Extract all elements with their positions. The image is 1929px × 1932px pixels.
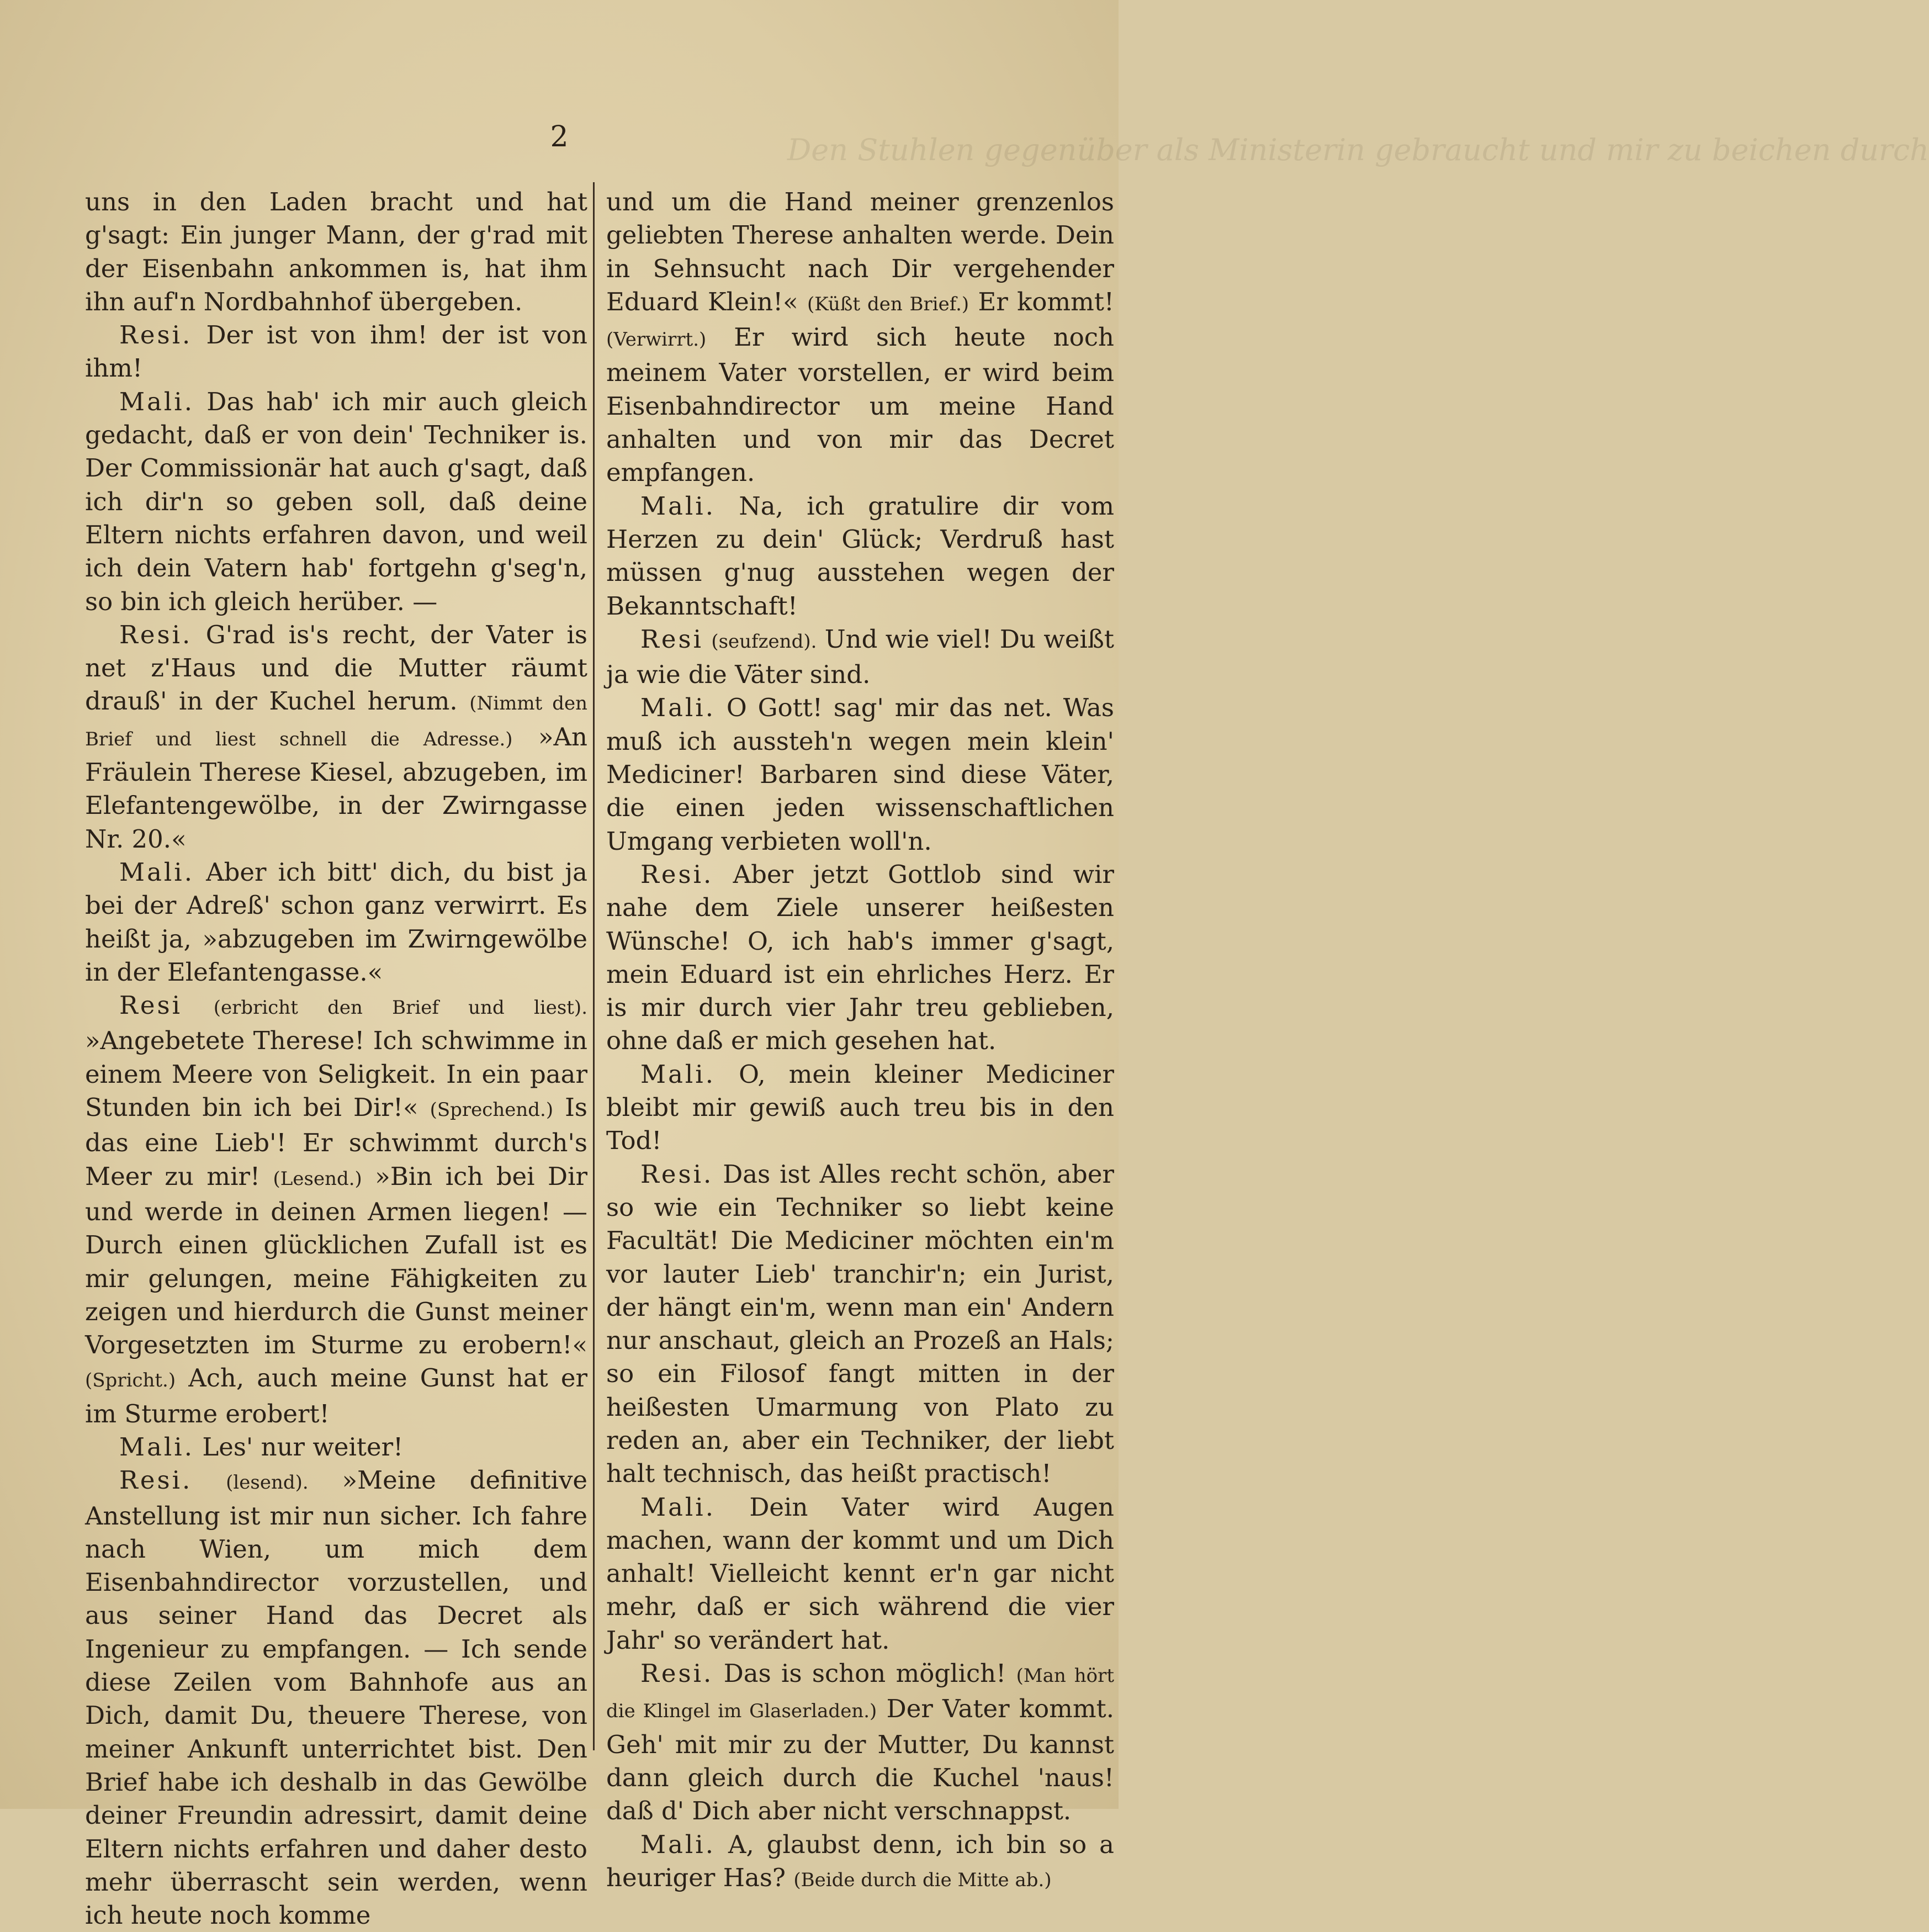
stage-direction: (Lesend.) (273, 1167, 362, 1190)
stage-direction: (Sprechend.) (430, 1099, 554, 1121)
column-divider (593, 182, 595, 1750)
stage-direction: (seufzend). (711, 630, 817, 653)
paragraph: Resi. Aber jetzt Gottlob sind wir nahe dem Ziele unserer heißesten Wünsche! O, ich hab's immer g'sagt, mein Eduard ist ein ehrliches Herz. Er is mir durch vier Jahr treu geblieben, ohne daß er mich gesehen hat. (606, 859, 1114, 1056)
paragraph: Mali. Aber ich bitt' dich, du bist ja bei der Adreß' schon ganz verwirrt. Es heißt ja, »abzugeben im Zwirngewölbe in der Elefantengasse.« (85, 857, 587, 987)
paragraph: Mali. A, glaubst denn, ich bin so a heuriger Has? (Beide durch die Mitte ab.) (606, 1829, 1114, 1892)
stage-direction: (lesend). (226, 1472, 309, 1494)
paragraph: Resi. Das is schon möglich! (Man hört die Klingel im Glaserladen.) Der Vater kommt. Geh' mit mir zu der Mutter, Du kannst dann gleich durch die Kuchel 'naus! daß d' Dich aber nicht verschnappst. (606, 1659, 1115, 1826)
stage-direction: (Küßt den Brief.) (807, 293, 969, 315)
paragraph: Resi (erbricht den Brief und liest). »Angebetete Therese! Ich schwimme in einem Meere von Seligkeit. In ein paar Stunden bin ich bei Dir!« (Sprechend.) Is das eine Lieb'! Er schwimmt durch's Meer zu mir! (Lesend.) »Bin ich bei Dir und werde in deinen Armen liegen! — Durch einen glücklichen Zufall ist es mir gelungen, meine Fähigkeiten zu zeigen und hierdurch die Gunst meiner Vorgesetzten im Sturme zu erobern!« (Spricht.) Ach, auch meine Gunst hat er im Sturme erobert! (85, 991, 587, 1428)
paragraph: Resi. G'rad is's recht, der Vater is net z'Haus und die Mutter räumt drauß' in der Kuchel herum. (Nimmt den Brief und liest schnell die Adresse.) »An Fräulein Therese Kiesel, abzugeben, im Elefantengewölbe, in der Zwirngasse Nr. 20.« (85, 620, 588, 854)
right-column (606, 186, 1114, 1897)
paragraph: Mali. Dein Vater wird Augen machen, wann der kommt und um Dich anhalt! Vielleicht kennt er'n gar nicht mehr, daß er sich während die vier Jahr' so verändert hat. (606, 1492, 1114, 1655)
stage-direction: (erbricht den Brief und liest). (213, 997, 587, 1019)
page-number: 2 (550, 120, 569, 153)
paragraph: Resi (seufzend). Und wie viel! Du weißt ja wie die Väter sind. (606, 624, 1114, 690)
stage-direction: (Nimmt den Brief und liest schnell die Adresse.) (85, 692, 588, 750)
left-column (85, 186, 587, 1932)
paragraph: Mali. O Gott! sag' mir das net. Was muß ich aussteh'n wegen mein klein' Mediciner! Barbaren sind diese Väter, die einen jeden wissenschaftlichen Umgang verbieten woll'n. (606, 693, 1115, 856)
paragraph: und um die Hand meiner grenzenlos geliebten Therese anhalten werde. Dein in Sehnsucht nach Dir vergehender Eduard Klein!« (Küßt den Brief.) Er kommt! (Verwirrt.) Er wird sich heute noch meinem Vater vorstellen, er wird beim Eisenbahndirector um meine Hand anhalten und von mir das Decret empfangen. (606, 187, 1114, 488)
paragraph: Resi. Das ist Alles recht schön, aber so wie ein Techniker so liebt keine Facultät! Die Mediciner möchten ein'm vor lauter Lieb' tranchir'n; ein Jurist, der hängt ein'm, wenn man ein' Andern nur anschaut, gleich an Prozeß an Hals; so ein Filosof fangt mitten in der heißesten Umarmung von Plato zu reden an, aber ein Techniker, der liebt halt technisch, das heißt practisch! (606, 1159, 1114, 1489)
paragraph: Mali. O, mein kleiner Mediciner bleibt mir gewiß auch treu bis in den Tod! (606, 1059, 1114, 1156)
paragraph: Resi. (lesend). »Meine definitive Anstellung ist mir nun sicher. Ich fahre nach Wien, um mich dem Eisenbahndirector vorzustellen, und aus seiner Hand das Decret als Ingenieur zu empfangen. — Ich sende diese Zeilen vom Bahnhofe aus an Dich, damit Du, theuere Therese, von meiner Ankunft unterrichtet bist. Den Brief habe ich deshalb in das Gewölbe deiner Freundin adressirt, damit deine Eltern nichts erfahren und daher desto mehr überrascht sein werden, wenn ich heute noch komme (85, 1465, 588, 1930)
paragraph: Resi. Der ist von ihm! der ist von ihm! (85, 320, 587, 383)
stage-direction: (Verwirrt.) (606, 329, 707, 351)
paragraph: uns in den Laden bracht und hat g'sagt: Ein junger Mann, der g'rad mit der Eisenbahn ankommen is, hat ihm ihn auf'n Nordbahnhof übergeben. (85, 187, 587, 316)
stage-direction: (Beide durch die Mitte ab.) (793, 1869, 1052, 1891)
paragraph: Mali. Das hab' ich mir auch gleich gedacht, daß er von dein' Techniker is. Der Commissionär hat auch g'sagt, daß ich dir'n so geben soll, daß deine Eltern nichts erfahren davon, und weil ich dein Vatern hab' fortgehn g'seg'n, so bin ich gleich herüber. — (85, 387, 587, 616)
stage-direction: (Spricht.) (85, 1369, 176, 1392)
stage-direction: (Man hört die Klingel im Glaserladen.) (606, 1665, 1115, 1723)
bleed-through-text: Den Stuhlen gegenüber als Ministerin gebraucht und mir zu beichen durch (787, 133, 1929, 167)
paragraph: Mali. Na, ich gratulire dir vom Herzen zu dein' Glück; Verdruß hast müssen g'nug ausstehen wegen der Bekanntschaft! (606, 491, 1114, 621)
paragraph: Mali. Les' nur weiter! (119, 1432, 404, 1462)
